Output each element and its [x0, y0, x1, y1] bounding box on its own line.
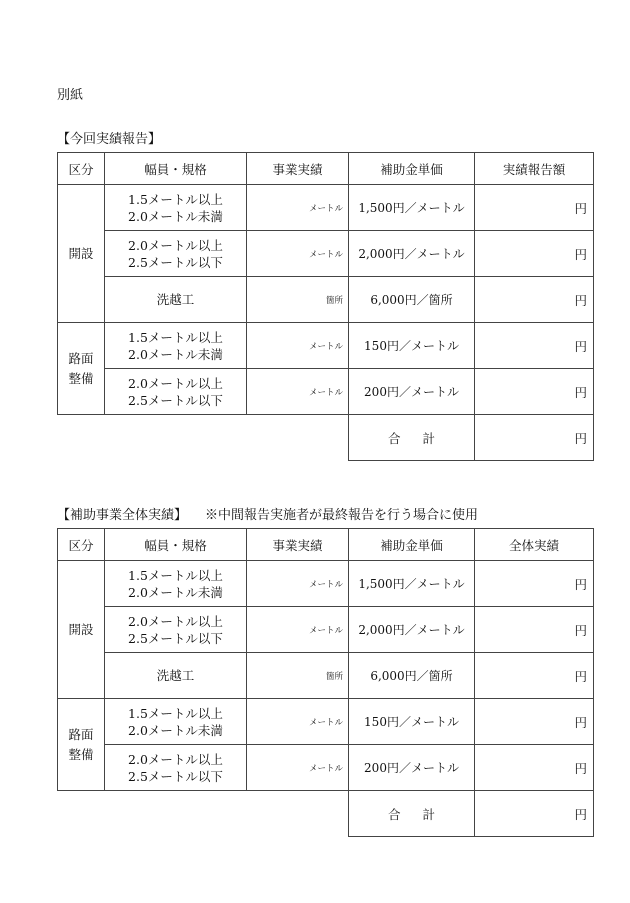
unit-label: メートル	[308, 579, 343, 590]
spec-line: 2.5メートル以下	[128, 392, 223, 408]
unit-label: メートル	[308, 387, 343, 398]
category-label: 路面	[68, 350, 94, 366]
spec-line: 2.0メートル以上	[128, 237, 223, 253]
section2-title-line	[57, 504, 478, 523]
spec-line: 2.0メートル以上	[128, 375, 223, 391]
header-spec: 幅員・規格	[105, 529, 247, 561]
spec-line: 1.5メートル以上	[128, 329, 223, 345]
spec-line: 洗越工	[156, 668, 195, 683]
current-report-table	[57, 152, 594, 461]
category-cell	[58, 699, 105, 791]
category-label: 整備	[68, 370, 94, 386]
table-row	[58, 231, 594, 277]
total-amount-cell[interactable]: 円	[475, 791, 594, 837]
table-row	[58, 185, 594, 231]
amount-cell[interactable]: 円	[475, 185, 594, 231]
category-label: 開設	[68, 621, 94, 637]
spec-line: 1.5メートル以上	[128, 567, 223, 583]
category-label: 開設	[68, 245, 94, 261]
spec-cell	[105, 231, 247, 277]
spec-line: 2.5メートル以下	[128, 254, 223, 270]
amount-cell[interactable]: 円	[475, 323, 594, 369]
unit-price-cell: 1,500円／メートル	[349, 561, 475, 607]
header-unit-price: 補助金単価	[349, 529, 475, 561]
total-row	[58, 791, 594, 837]
result-cell[interactable]	[247, 369, 349, 415]
table-row	[58, 277, 594, 323]
unit-label: メートル	[308, 249, 343, 260]
table-row	[58, 745, 594, 791]
total-label: 合 計	[349, 791, 475, 837]
amount-cell[interactable]: 円	[475, 277, 594, 323]
total-label: 合 計	[349, 415, 475, 461]
spec-line: 2.0メートル未満	[128, 584, 223, 600]
spec-cell	[105, 745, 247, 791]
header-unit-price: 補助金単価	[349, 153, 475, 185]
spec-cell	[105, 653, 247, 699]
unit-label: メートル	[308, 625, 343, 636]
result-cell[interactable]	[247, 607, 349, 653]
table-header-row	[58, 529, 594, 561]
document-label: 別紙	[57, 88, 84, 103]
spec-cell	[105, 561, 247, 607]
amount-cell[interactable]: 円	[475, 699, 594, 745]
unit-price-cell: 2,000円／メートル	[349, 231, 475, 277]
amount-cell[interactable]: 円	[475, 231, 594, 277]
result-cell[interactable]	[247, 561, 349, 607]
unit-label: メートル	[308, 203, 343, 214]
result-cell[interactable]	[247, 231, 349, 277]
spec-cell	[105, 607, 247, 653]
unit-price-cell: 150円／メートル	[349, 323, 475, 369]
header-result: 事業実績	[247, 153, 349, 185]
result-cell[interactable]	[247, 277, 349, 323]
category-cell	[58, 561, 105, 699]
result-cell[interactable]	[247, 699, 349, 745]
table-header-row	[58, 153, 594, 185]
header-spec: 幅員・規格	[105, 153, 247, 185]
spec-line: 2.0メートル以上	[128, 613, 223, 629]
table-row	[58, 653, 594, 699]
section1-title: 【今回実績報告】	[57, 132, 162, 147]
result-cell[interactable]	[247, 323, 349, 369]
unit-price-cell: 6,000円／箇所	[349, 653, 475, 699]
total-row	[58, 415, 594, 461]
spec-line: 2.0メートル未満	[128, 208, 223, 224]
header-category: 区分	[58, 153, 105, 185]
category-label: 路面	[68, 726, 94, 742]
unit-price-cell: 6,000円／箇所	[349, 277, 475, 323]
spec-cell	[105, 699, 247, 745]
spec-cell	[105, 185, 247, 231]
unit-label: 箇所	[325, 671, 343, 682]
category-cell	[58, 185, 105, 323]
spec-cell	[105, 369, 247, 415]
unit-label: メートル	[308, 341, 343, 352]
header-report-amount: 実績報告額	[475, 153, 594, 185]
section2-title: 【補助事業全体実績】	[57, 508, 188, 523]
unit-price-cell: 150円／メートル	[349, 699, 475, 745]
amount-cell[interactable]: 円	[475, 607, 594, 653]
amount-cell[interactable]: 円	[475, 745, 594, 791]
spec-line: 洗越工	[156, 292, 195, 307]
unit-price-cell: 1,500円／メートル	[349, 185, 475, 231]
table-row	[58, 607, 594, 653]
overall-report-table	[57, 528, 594, 837]
spec-line: 1.5メートル以上	[128, 191, 223, 207]
header-overall-amount: 全体実績	[475, 529, 594, 561]
spec-line: 1.5メートル以上	[128, 705, 223, 721]
unit-label: メートル	[308, 763, 343, 774]
table-row	[58, 561, 594, 607]
header-category: 区分	[58, 529, 105, 561]
spec-line: 2.0メートル未満	[128, 722, 223, 738]
amount-cell[interactable]: 円	[475, 653, 594, 699]
unit-price-cell: 200円／メートル	[349, 745, 475, 791]
amount-cell[interactable]: 円	[475, 561, 594, 607]
unit-price-cell: 2,000円／メートル	[349, 607, 475, 653]
spec-cell	[105, 277, 247, 323]
table-row	[58, 369, 594, 415]
table-row	[58, 699, 594, 745]
unit-label: メートル	[308, 717, 343, 728]
spec-line: 2.0メートル未満	[128, 346, 223, 362]
header-result: 事業実績	[247, 529, 349, 561]
result-cell[interactable]	[247, 653, 349, 699]
spec-line: 2.5メートル以下	[128, 630, 223, 646]
category-cell	[58, 323, 105, 415]
result-cell[interactable]	[247, 185, 349, 231]
unit-label: 箇所	[325, 295, 343, 306]
amount-cell[interactable]: 円	[475, 369, 594, 415]
spec-cell	[105, 323, 247, 369]
table-row	[58, 323, 594, 369]
spec-line: 2.0メートル以上	[128, 751, 223, 767]
unit-price-cell: 200円／メートル	[349, 369, 475, 415]
spec-line: 2.5メートル以下	[128, 768, 223, 784]
category-label: 整備	[68, 746, 94, 762]
section2-note: ※中間報告実施者が最終報告を行う場合に使用	[205, 508, 479, 523]
result-cell[interactable]	[247, 745, 349, 791]
total-amount-cell[interactable]: 円	[475, 415, 594, 461]
